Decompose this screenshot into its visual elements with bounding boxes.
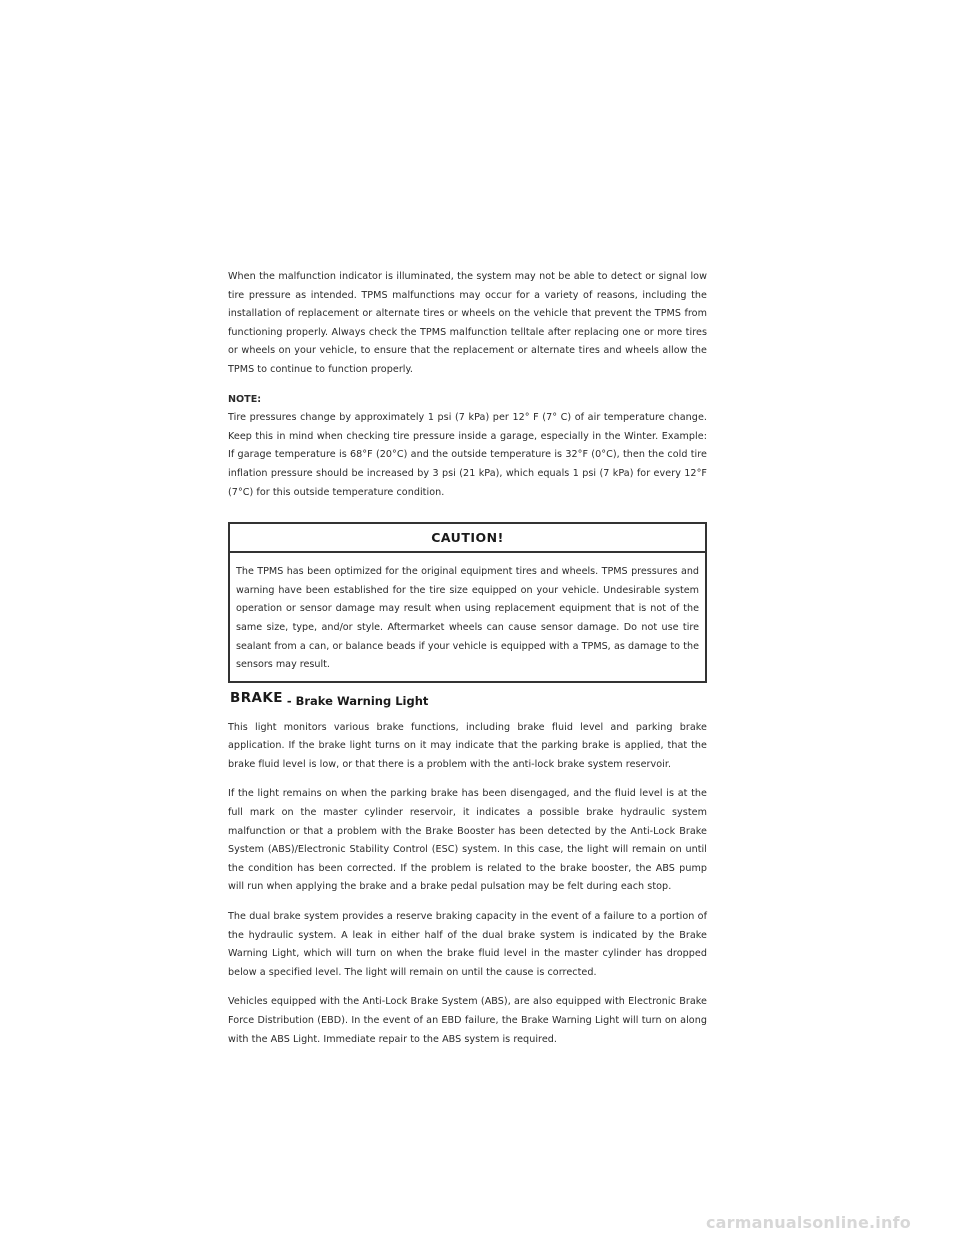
watermark-link[interactable]: carmanualsonline.info	[706, 1213, 911, 1232]
caution-text: The TPMS has been optimized for the original equipment tires and wheels. TPMS pressures and warning have been established for the tire size equipped on your vehicle. Undesirable system operation or sensor damage may result when using replacement equipment that is not of the same size, type, and/or style. Aftermarket wheels can cause sensor damage. Do not use tire sealant from a can, or balance beads if your vehicle is equipped with a TPMS, as damage to the sensors may result.	[236, 566, 699, 671]
brake-paragraph-1: This light monitors various brake functions, including brake fluid level and parking brake application. If the brake light turns on it may indicate that the parking brake is applied, that the brake fluid level is low, or that there is a problem with the anti-lock brake system reservoir.	[228, 721, 707, 770]
caution-title: CAUTION!	[230, 524, 705, 553]
brake-paragraph-2: If the light remains on when the parking brake has been disengaged, and the fluid level is at the full mark on the master cylinder reservoir, it indicates a possible brake hydraulic system malfunction or that a problem with the Brake Booster has been detected by the Anti-Lock Brake System (ABS)/Electronic Stability Control (ESC) system. In this case, the light will remain on until the condition has been corrected. If the problem is related to the brake booster, the ABS pump will run when applying the brake and a brake pedal pulsation may be felt during each stop.	[228, 788, 707, 893]
brake-warning-light-heading	[230, 688, 707, 711]
note-text: Tire pressures change by approximately 1 psi (7 kPa) per 12° F (7° C) of air temperature change. Keep this in mind when checking tire pressure inside a garage, especially in the Winter. Example: If garage temperature is 68°F (20°C) and the outside temperature is 32°F (0°C), then the cold tire inflation pressure should be increased by 3 psi (21 kPa), which equals 1 psi (7 kPa) for every 12°F (7°C) for this outside temperature condition.	[228, 412, 707, 498]
caution-box	[228, 522, 707, 683]
brake-section-title: - Brake Warning Light	[282, 693, 429, 708]
brake-warning-icon: BRAKE	[230, 689, 283, 706]
brake-paragraph-3: The dual brake system provides a reserve braking capacity in the event of a failure to a portion of the hydraulic system. A leak in either half of the dual brake system is indicated by the Brake Warning Light, which will turn on when the brake fluid level in the master cylinder has dropped below a specified level. The light will remain on until the cause is corrected.	[228, 911, 707, 978]
brake-paragraph-4: Vehicles equipped with the Anti-Lock Brake System (ABS), are also equipped with Electronic Brake Force Distribution (EBD). In the event of an EBD failure, the Brake Warning Light will turn on along with the ABS Light. Immediate repair to the ABS system is required.	[228, 996, 707, 1045]
manual-page-content	[228, 268, 707, 1060]
tpms-malfunction-paragraph: When the malfunction indicator is illuminated, the system may not be able to detect or signal low tire pressure as intended. TPMS malfunctions may occur for a variety of reasons, including the installation of replacement or alternate tires or wheels on the vehicle that prevent the TPMS from functioning properly. Always check the TPMS malfunction telltale after replacing one or more tires or wheels on your vehicle, to ensure that the replacement or alternate tires and wheels allow the TPMS to continue to function properly.	[228, 271, 707, 375]
note-label: NOTE:	[228, 393, 262, 405]
